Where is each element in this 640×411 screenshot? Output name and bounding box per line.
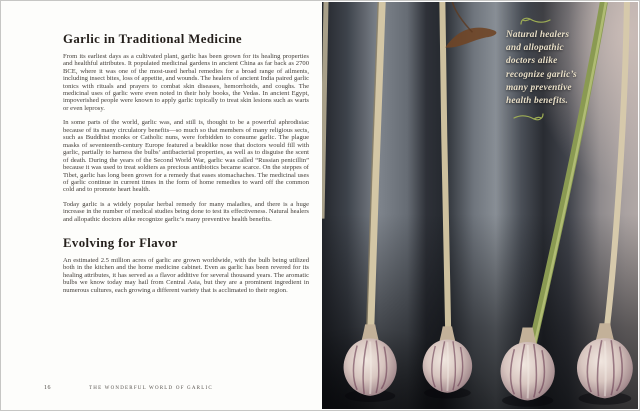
quote-line: and allopathic <box>506 43 564 54</box>
quote-line: Natural healers <box>506 30 570 40</box>
garlic-bulb <box>423 326 472 398</box>
text-column <box>63 32 309 301</box>
running-footer-title: THE WONDERFUL WORLD OF GARLIC <box>89 386 213 391</box>
section-heading-evolving-for-flavor: Evolving for Flavor <box>63 236 178 251</box>
garlic-bulb <box>501 328 555 407</box>
garlic-bulb <box>344 324 397 402</box>
garlic-stalk <box>442 2 448 343</box>
paragraph: Today garlic is a widely popular herbal remedy for many maladies, and there is a huge increase in the number of medical studies being done to test its effectiveness. Natural healers and allopathic doctors alike recognize garlic’s many preventive health benefits. <box>63 200 309 223</box>
quote-block <box>506 15 618 123</box>
quote-line: recognize garlic’s <box>506 69 577 80</box>
garlic-stalk <box>322 2 326 219</box>
quote-line: health benefits. <box>506 96 569 107</box>
paragraph: In some parts of the world, garlic was, and still is, thought to be a powerful aphrodisiac because of its many circulatory benefits—so much so that members of many religious sects, such as Buddhist monks or Catholic nuns, were forbidden to consume garlic. The plague masks of seventeenth-century Europe featured a beaklike nose that doctors would fill with garlic, partially to harness the bulbs’ antibacterial properties, as well as to disguise the scent of death. During the years of the Second World War, garlic was called “Russian penicillin” because it was used to treat soldiers as precious antibiotics became scarce. On the steppes of Tibet, garlic has long been grown for a remedy that eases stomachaches. The medicinal uses of garlic continue in current times in the form of home remedies to ward off the common cold and to promote heart health. <box>63 119 309 194</box>
paragraph: An estimated 2.5 million acres of garlic are grown worldwide, with the bulb being utilized both in the kitchen and the home medicine cabinet. Even as garlic has been revered for its healing attributes, it has served as a flavor additive for several thousand years. The aromatic bulbs we know today may hail from Central Asia, but they are a prominent ingredient in numerous cultures, each growing a different variety that is acclimated to their region. <box>63 256 309 294</box>
dried-leaf-stem <box>452 2 472 32</box>
flourish-top-icon <box>518 15 552 26</box>
flourish-bottom-icon <box>512 112 546 123</box>
garlic-bulb <box>577 323 633 404</box>
page-number: 16 <box>44 385 51 391</box>
quote-line: many preventive <box>506 82 572 93</box>
quote-line: doctors alike <box>506 56 558 67</box>
section-heading-traditional-medicine: Garlic in Traditional Medicine <box>63 32 242 46</box>
paragraph: From its earliest days as a cultivated plant, garlic has been grown for its healing properties and healthful attributes. It populated medicinal gardens in ancient China as far back as 2700 BCE, where it was one of the most-used herbal remedies for a broad range of ailments, including insect bites, loss of appetite, and wounds. The healers of ancient India paired garlic tonics with rituals and prayers to combat skin diseases, hemorrhoids, and coughs. The medicinal uses of garlic were even noted in their holy books, the Vedas. In ancient Egypt, impoverished people were known to apply garlic topically to treat skin lesions such as warts or even leprosy. <box>63 52 309 112</box>
garlic-photo-page <box>322 2 638 409</box>
left-book-page <box>1 1 322 410</box>
